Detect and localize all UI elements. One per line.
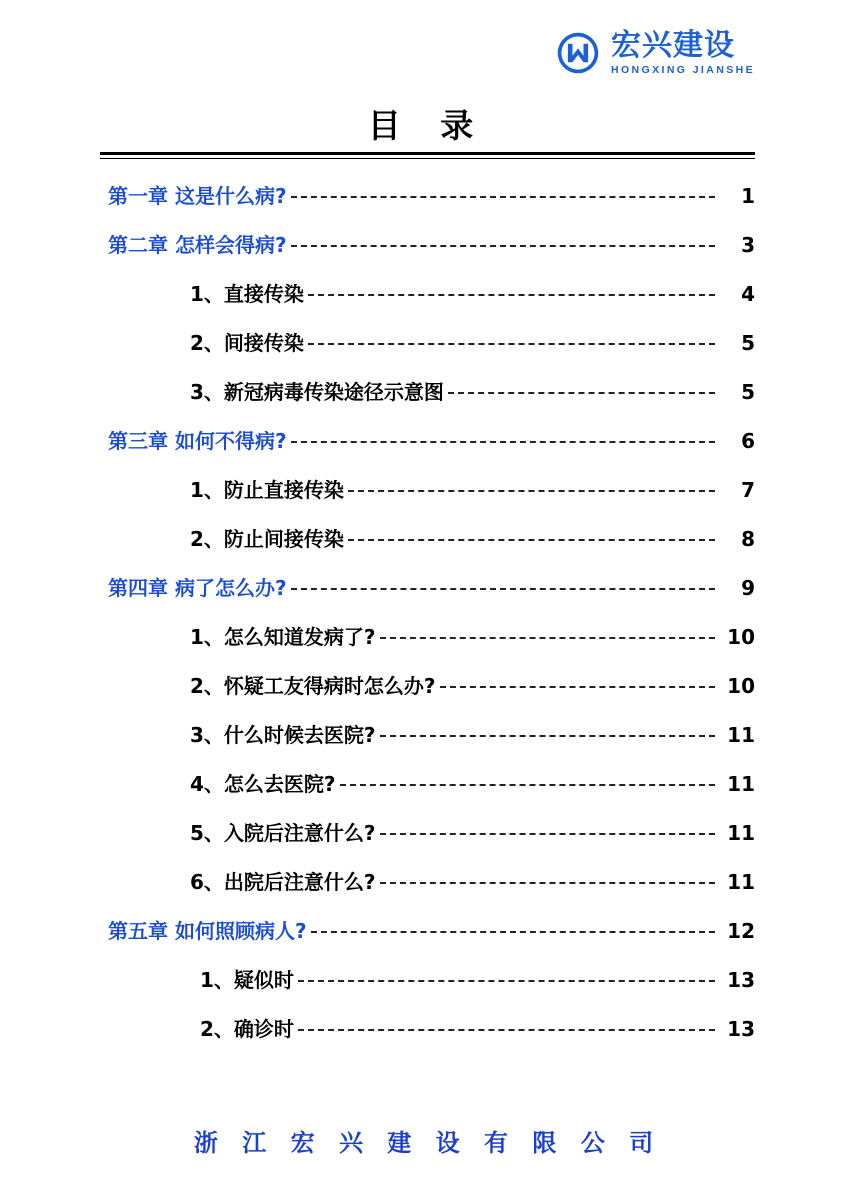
toc-leader-dots xyxy=(291,245,715,247)
toc-entry-label: 第二章 怎样会得病? xyxy=(108,233,287,257)
toc-entry[interactable] xyxy=(100,278,755,327)
brand-logo xyxy=(555,27,755,76)
toc-leader-dots xyxy=(440,686,715,688)
toc-entry[interactable] xyxy=(100,768,755,817)
toc-leader-dots xyxy=(311,931,715,933)
toc-entry-page-number: 3 xyxy=(741,233,755,257)
toc-entry[interactable] xyxy=(100,866,755,915)
toc-leader-dots xyxy=(380,833,715,835)
toc-entry-page-number: 4 xyxy=(741,282,755,306)
brand-name-en: HONGXING JIANSHE xyxy=(611,63,755,76)
toc-entry-page-number: 8 xyxy=(741,527,755,551)
divider-thick-line xyxy=(100,152,755,155)
toc-entry-page-number: 7 xyxy=(741,478,755,502)
toc-entry[interactable] xyxy=(100,425,755,474)
toc-leader-dots xyxy=(291,588,715,590)
toc-entry-label: 第五章 如何照顾病人? xyxy=(108,919,307,943)
toc-entry[interactable] xyxy=(100,572,755,621)
toc-entry[interactable] xyxy=(100,621,755,670)
toc-entry[interactable] xyxy=(100,229,755,278)
footer-company-name: 浙 江 宏 兴 建 设 有 限 公 司 xyxy=(193,1129,662,1157)
toc-entry-page-number: 10 xyxy=(727,625,755,649)
toc-entry-page-number: 10 xyxy=(727,674,755,698)
toc-leader-dots xyxy=(298,1029,715,1031)
toc-leader-dots xyxy=(380,735,715,737)
toc-entry-page-number: 13 xyxy=(727,1017,755,1041)
toc-entry-page-number: 12 xyxy=(727,919,755,943)
toc-entry-page-number: 11 xyxy=(727,723,755,747)
toc-leader-dots xyxy=(291,441,715,443)
toc-entry[interactable] xyxy=(100,180,755,229)
toc-entry-page-number: 1 xyxy=(741,184,755,208)
toc-entry[interactable] xyxy=(100,719,755,768)
toc-leader-dots xyxy=(380,637,715,639)
toc-entry[interactable] xyxy=(100,1013,755,1062)
toc-entry-label: 5、入院后注意什么? xyxy=(190,821,376,845)
toc-leader-dots xyxy=(308,343,715,345)
toc-entry-page-number: 6 xyxy=(741,429,755,453)
toc-leader-dots xyxy=(298,980,715,982)
hongxing-m-mark-icon xyxy=(555,30,601,76)
toc-entry-page-number: 5 xyxy=(741,380,755,404)
toc-entry[interactable] xyxy=(100,964,755,1013)
toc-entry-label: 6、出院后注意什么? xyxy=(190,870,376,894)
toc-entry[interactable] xyxy=(100,817,755,866)
toc-entry-label: 3、新冠病毒传染途径示意图 xyxy=(190,380,444,404)
toc-entry[interactable] xyxy=(100,474,755,523)
toc-entry[interactable] xyxy=(100,915,755,964)
toc-entry-page-number: 13 xyxy=(727,968,755,992)
toc-leader-dots xyxy=(448,392,715,394)
toc-entry-label: 1、怎么知道发病了? xyxy=(190,625,376,649)
toc-entry-page-number: 9 xyxy=(741,576,755,600)
toc-entry-page-number: 11 xyxy=(727,772,755,796)
toc-entry-page-number: 5 xyxy=(741,331,755,355)
toc-entry-label: 2、确诊时 xyxy=(200,1017,294,1041)
toc-leader-dots xyxy=(348,490,715,492)
toc-entry-label: 1、防止直接传染 xyxy=(190,478,344,502)
toc-entry-label: 2、防止间接传染 xyxy=(190,527,344,551)
toc-entry-page-number: 11 xyxy=(727,870,755,894)
toc-entry-label: 3、什么时候去医院? xyxy=(190,723,376,747)
toc-entry-page-number: 11 xyxy=(727,821,755,845)
toc-entry-label: 1、疑似时 xyxy=(200,968,294,992)
toc-entry[interactable] xyxy=(100,523,755,572)
toc-entry-label: 2、怀疑工友得病时怎么办? xyxy=(190,674,436,698)
toc-entry[interactable] xyxy=(100,376,755,425)
table-of-contents xyxy=(100,180,755,1062)
title-divider xyxy=(100,152,755,159)
toc-entry[interactable] xyxy=(100,327,755,376)
toc-leader-dots xyxy=(308,294,715,296)
toc-entry-label: 第四章 病了怎么办? xyxy=(108,576,287,600)
toc-entry-label: 1、直接传染 xyxy=(190,282,304,306)
toc-leader-dots xyxy=(348,539,715,541)
toc-leader-dots xyxy=(340,784,715,786)
divider-thin-line xyxy=(100,158,755,159)
toc-entry-label: 第一章 这是什么病? xyxy=(108,184,287,208)
toc-entry[interactable] xyxy=(100,670,755,719)
toc-leader-dots xyxy=(291,196,715,198)
toc-entry-label: 4、怎么去医院? xyxy=(190,772,336,796)
toc-entry-label: 第三章 如何不得病? xyxy=(108,429,287,453)
page-title: 目 录 xyxy=(367,106,488,145)
toc-leader-dots xyxy=(380,882,715,884)
toc-entry-label: 2、间接传染 xyxy=(190,331,304,355)
brand-logo-text xyxy=(611,27,755,76)
brand-name-cn: 宏兴建设 xyxy=(611,27,735,63)
